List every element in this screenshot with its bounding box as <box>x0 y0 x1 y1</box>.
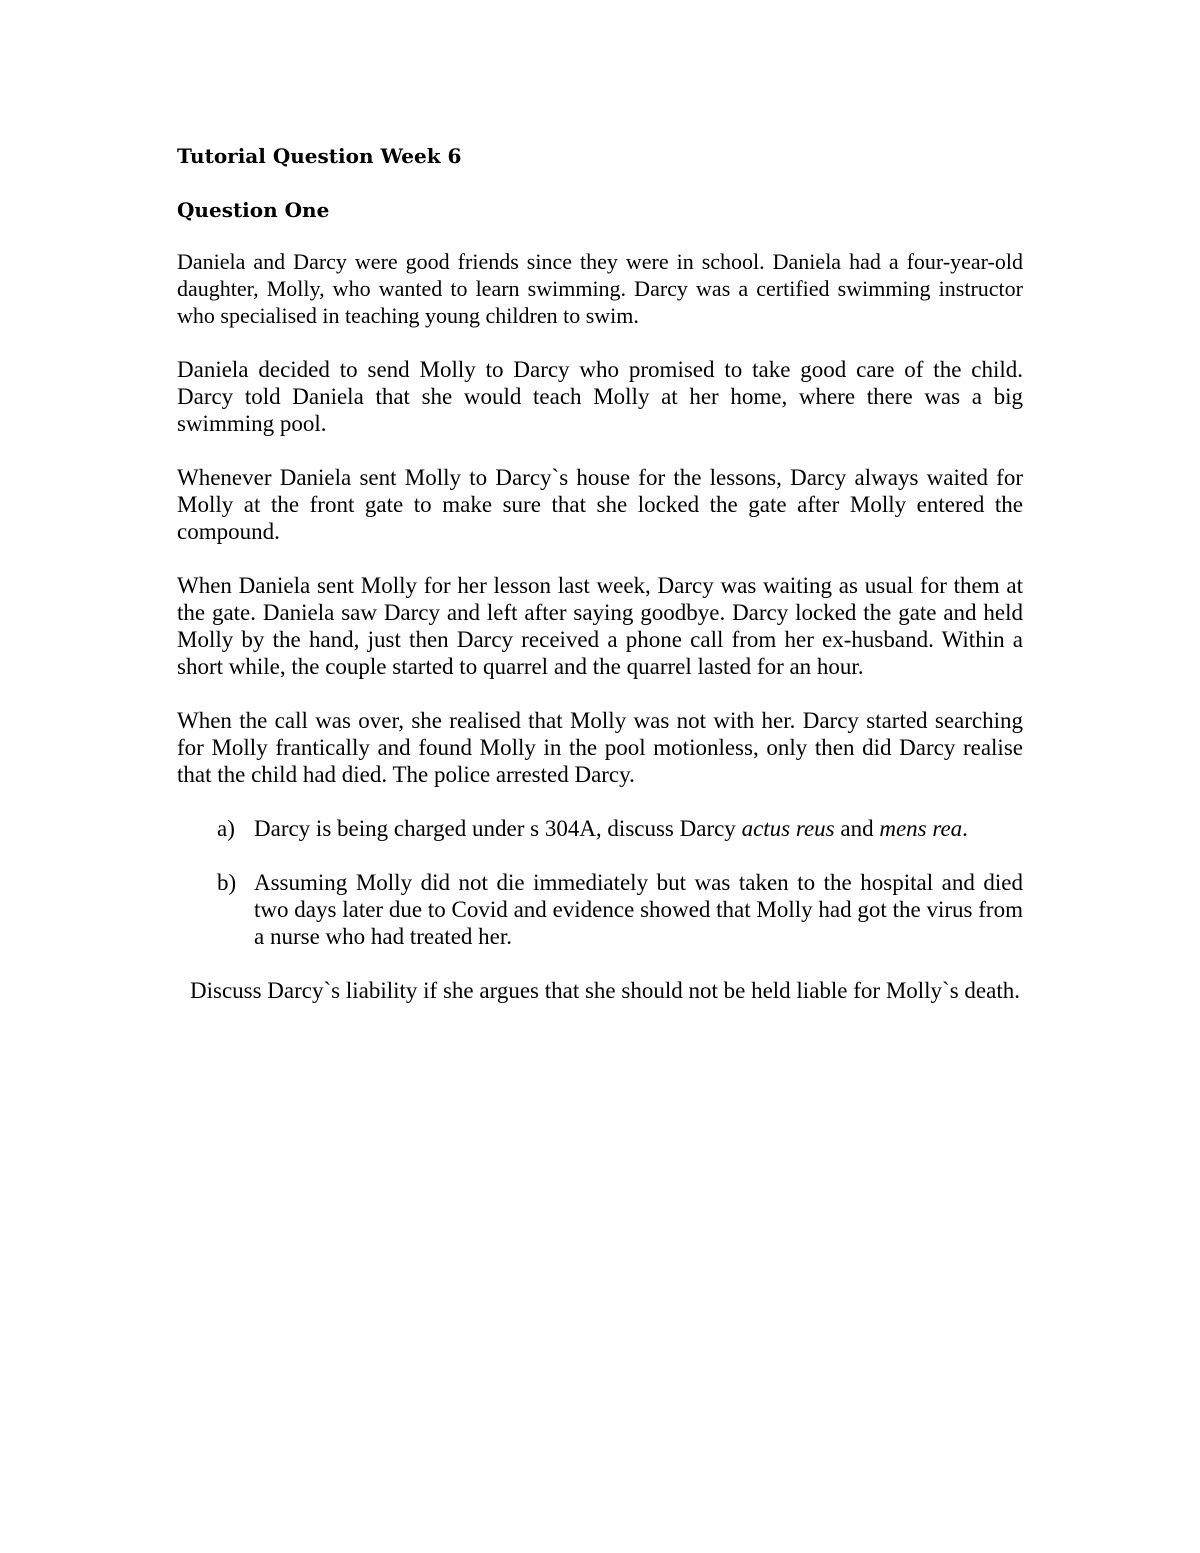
document-content <box>177 140 1023 1004</box>
question-item-a <box>177 815 1023 842</box>
question-item-b <box>177 869 1023 950</box>
question-heading: Question One <box>177 198 330 222</box>
question-a-text-middle: and <box>834 816 880 841</box>
question-list <box>177 815 1023 950</box>
question-b-text: Assuming Molly did not die immediately but was taken to the hospital and died two days later due to Covid and evidence showed that Molly had got the virus from a nurse who had treated her. <box>254 870 1023 949</box>
paragraph-1: Daniela and Darcy were good friends since they were in school. Daniela had a four-year-old daughter, Molly, who wanted to learn swimming. Darcy was a certified swimming instructor who specialised in teaching young children to swim. <box>177 249 1023 328</box>
question-marker-a: a) <box>217 816 235 841</box>
question-a-italic-mens-rea: mens rea <box>879 816 963 841</box>
question-marker-b: b) <box>217 870 237 895</box>
question-a-italic-actus-reus: actus reus <box>741 816 835 841</box>
question-a-text-before: Darcy is being charged under s 304A, discuss Darcy <box>254 816 742 841</box>
paragraph-5: When the call was over, she realised that Molly was not with her. Darcy started searching for Molly frantically and found Molly in the pool motionless, only then did Darcy realise that the child had died. The police arrested Darcy. <box>177 708 1023 787</box>
paragraph-3: Whenever Daniela sent Molly to Darcy`s house for the lessons, Darcy always waited for Molly at the front gate to make sure that she locked the gate after Molly entered the compound. <box>177 465 1023 544</box>
document-title: Tutorial Question Week 6 <box>177 144 462 168</box>
paragraph-4: When Daniela sent Molly for her lesson last week, Darcy was waiting as usual for them at the gate. Daniela saw Darcy and left after saying goodbye. Darcy locked the gate and held Molly by the hand, just then Darcy received a phone call from her ex-husband. Within a short while, the couple started to quarrel and the quarrel lasted for an hour. <box>177 573 1023 679</box>
paragraph-2: Daniela decided to send Molly to Darcy who promised to take good care of the child. Darcy told Daniela that she would teach Molly at her home, where there was a big swimming pool. <box>177 357 1023 436</box>
closing-paragraph: Discuss Darcy`s liability if she argues that she should not be held liable for Molly`s death. <box>190 978 1020 1003</box>
question-a-text-after: . <box>962 816 968 841</box>
